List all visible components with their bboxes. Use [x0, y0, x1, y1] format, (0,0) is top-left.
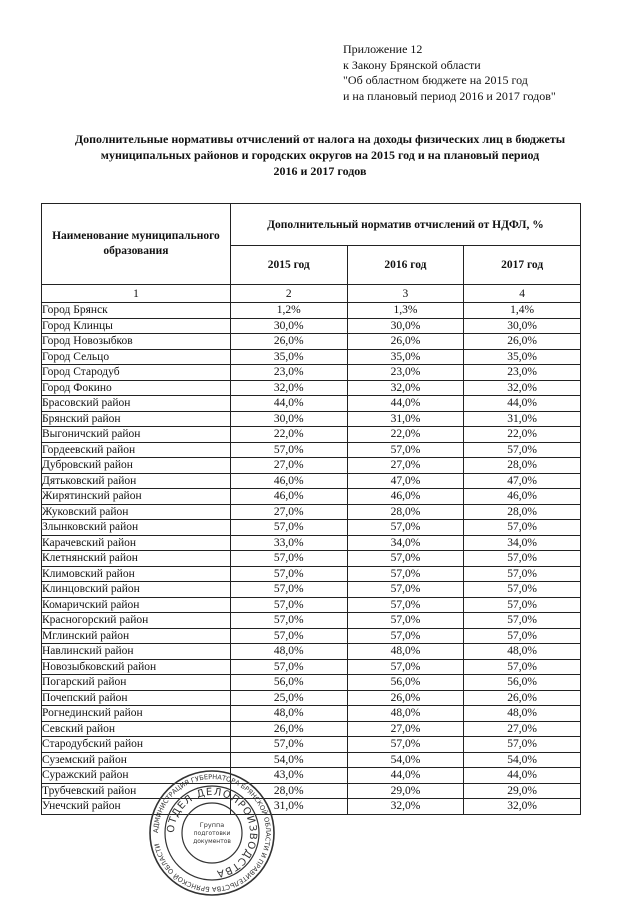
column-number: 2: [230, 285, 347, 303]
value-2015: 1,2%: [230, 303, 347, 319]
value-2017: 57,0%: [464, 520, 581, 536]
value-2015: 28,0%: [230, 783, 347, 799]
municipality-name: Навлинский район: [42, 644, 231, 660]
value-2017: 23,0%: [464, 365, 581, 381]
municipality-name: Город Сельцо: [42, 349, 231, 365]
value-2017: 57,0%: [464, 551, 581, 567]
value-2016: 47,0%: [347, 473, 464, 489]
value-2016: 30,0%: [347, 318, 464, 334]
stamp-center-text: Группа: [199, 821, 225, 829]
value-2015: 23,0%: [230, 365, 347, 381]
municipality-name: Гордеевский район: [42, 442, 231, 458]
municipality-name: Климовский район: [42, 566, 231, 582]
table-row: [42, 597, 581, 613]
municipality-name: Клетнянский район: [42, 551, 231, 567]
value-2016: 57,0%: [347, 520, 464, 536]
table-row: [42, 582, 581, 598]
value-2015: 31,0%: [230, 799, 347, 815]
table-row: [42, 380, 581, 396]
value-2016: 48,0%: [347, 706, 464, 722]
value-2016: 26,0%: [347, 690, 464, 706]
municipality-name: Мглинский район: [42, 628, 231, 644]
value-2017: 26,0%: [464, 334, 581, 350]
value-2017: 35,0%: [464, 349, 581, 365]
value-2015: 26,0%: [230, 334, 347, 350]
value-2015: 57,0%: [230, 442, 347, 458]
title-line: Дополнительные нормативы отчислений от налога на доходы физических лиц в бюджеты: [74, 132, 566, 146]
value-2015: 43,0%: [230, 768, 347, 784]
table-row: [42, 706, 581, 722]
value-2015: 57,0%: [230, 551, 347, 567]
value-2016: 54,0%: [347, 752, 464, 768]
municipality-name: Город Брянск: [42, 303, 231, 319]
official-stamp: [148, 769, 276, 897]
value-2017: 28,0%: [464, 504, 581, 520]
value-2016: 57,0%: [347, 659, 464, 675]
value-2015: 48,0%: [230, 644, 347, 660]
value-2016: 26,0%: [347, 334, 464, 350]
table-row: [42, 396, 581, 412]
table-row: [42, 520, 581, 536]
table-row: [42, 690, 581, 706]
value-2016: 23,0%: [347, 365, 464, 381]
table-row: [42, 504, 581, 520]
value-2015: 56,0%: [230, 675, 347, 691]
value-2017: 48,0%: [464, 644, 581, 660]
table-row: [42, 303, 581, 319]
municipality-name: Выгоничский район: [42, 427, 231, 443]
annex-line: и на плановый период 2016 и 2017 годов": [343, 88, 556, 103]
value-2017: 46,0%: [464, 489, 581, 505]
value-2016: 57,0%: [347, 566, 464, 582]
value-2015: 57,0%: [230, 737, 347, 753]
value-2016: 57,0%: [347, 582, 464, 598]
annex-block: [343, 42, 556, 104]
value-2016: 1,3%: [347, 303, 464, 319]
value-2015: 48,0%: [230, 706, 347, 722]
value-2015: 57,0%: [230, 613, 347, 629]
value-2017: 26,0%: [464, 690, 581, 706]
stamp-center-text: документов: [193, 838, 231, 845]
value-2017: 57,0%: [464, 566, 581, 582]
municipality-name: Брасовский район: [42, 396, 231, 412]
value-2016: 57,0%: [347, 442, 464, 458]
value-2015: 57,0%: [230, 566, 347, 582]
value-2015: 27,0%: [230, 504, 347, 520]
municipality-name: Стародубский район: [42, 737, 231, 753]
value-2016: 44,0%: [347, 396, 464, 412]
column-number: 4: [464, 285, 581, 303]
value-2016: 28,0%: [347, 504, 464, 520]
table-row: [42, 551, 581, 567]
value-2015: 57,0%: [230, 582, 347, 598]
table-row: [42, 752, 581, 768]
value-2017: 57,0%: [464, 659, 581, 675]
value-2016: 48,0%: [347, 644, 464, 660]
value-2016: 27,0%: [347, 721, 464, 737]
year-header-2015: 2015 год: [230, 246, 347, 285]
value-2015: 44,0%: [230, 396, 347, 412]
municipality-name: Новозыбковский район: [42, 659, 231, 675]
municipality-name: Жирятинский район: [42, 489, 231, 505]
table-row: [42, 365, 581, 381]
column-number: 1: [42, 285, 231, 303]
municipality-name: Погарский район: [42, 675, 231, 691]
value-2016: 32,0%: [347, 380, 464, 396]
value-2015: 46,0%: [230, 473, 347, 489]
municipality-name: Клинцовский район: [42, 582, 231, 598]
value-2015: 27,0%: [230, 458, 347, 474]
name-header-line: Наименование муниципального: [52, 230, 220, 242]
value-2015: 54,0%: [230, 752, 347, 768]
municipality-name: Суражский район: [42, 768, 231, 784]
value-2015: 35,0%: [230, 349, 347, 365]
value-2015: 57,0%: [230, 520, 347, 536]
value-2015: 30,0%: [230, 411, 347, 427]
value-2017: 32,0%: [464, 799, 581, 815]
value-2016: 31,0%: [347, 411, 464, 427]
value-2015: 32,0%: [230, 380, 347, 396]
value-2016: 46,0%: [347, 489, 464, 505]
table-row: [42, 458, 581, 474]
value-2017: 57,0%: [464, 628, 581, 644]
municipality-name: Город Новозыбков: [42, 334, 231, 350]
municipality-name: Красногорский район: [42, 613, 231, 629]
group-column-header: Дополнительный норматив отчислений от НДФЛ, %: [230, 204, 580, 246]
municipality-name: Дубровский район: [42, 458, 231, 474]
municipality-name: Город Стародуб: [42, 365, 231, 381]
municipality-name: Брянский район: [42, 411, 231, 427]
municipality-name: Почепский район: [42, 690, 231, 706]
value-2017: 44,0%: [464, 768, 581, 784]
table-row: [42, 318, 581, 334]
municipality-name: Трубчевский район: [42, 783, 231, 799]
value-2015: 22,0%: [230, 427, 347, 443]
value-2016: 57,0%: [347, 628, 464, 644]
table-row: [42, 566, 581, 582]
value-2015: 25,0%: [230, 690, 347, 706]
name-header-line: образования: [103, 245, 169, 257]
document-title: [30, 131, 610, 179]
value-2016: 35,0%: [347, 349, 464, 365]
value-2017: 57,0%: [464, 597, 581, 613]
stamp-ring-text: АДМИНИСТРАЦИЯ ГУБЕРНАТОРА БРЯНСКОЙ ОБЛАСТИ И ПРАВИТЕЛЬСТВА БРЯНСКОЙ ОБЛАСТИ: [151, 772, 273, 894]
value-2017: 57,0%: [464, 613, 581, 629]
value-2017: 32,0%: [464, 380, 581, 396]
value-2017: 57,0%: [464, 442, 581, 458]
table-row: [42, 783, 581, 799]
value-2016: 57,0%: [347, 551, 464, 567]
value-2015: 57,0%: [230, 597, 347, 613]
value-2017: 48,0%: [464, 706, 581, 722]
value-2017: 57,0%: [464, 737, 581, 753]
year-header-2017: 2017 год: [464, 246, 581, 285]
municipality-name: Город Фокино: [42, 380, 231, 396]
value-2015: 26,0%: [230, 721, 347, 737]
municipality-name: Злынковский район: [42, 520, 231, 536]
table-row: [42, 659, 581, 675]
table-row: [42, 675, 581, 691]
value-2016: 44,0%: [347, 768, 464, 784]
table-row: [42, 737, 581, 753]
municipality-name: Карачевский район: [42, 535, 231, 551]
table-row: [42, 721, 581, 737]
value-2016: 22,0%: [347, 427, 464, 443]
table-row: [42, 411, 581, 427]
value-2015: 57,0%: [230, 659, 347, 675]
table-body: [42, 303, 581, 815]
table-row: [42, 799, 581, 815]
value-2017: 56,0%: [464, 675, 581, 691]
table-row: [42, 644, 581, 660]
norms-table: [41, 203, 581, 815]
value-2017: 54,0%: [464, 752, 581, 768]
value-2015: 57,0%: [230, 628, 347, 644]
value-2015: 46,0%: [230, 489, 347, 505]
municipality-name: Суземский район: [42, 752, 231, 768]
table-row: [42, 334, 581, 350]
value-2016: 57,0%: [347, 597, 464, 613]
stamp-center-text: подготовки: [193, 830, 231, 837]
value-2017: 31,0%: [464, 411, 581, 427]
municipality-name: Рогнединский район: [42, 706, 231, 722]
table-row: [42, 489, 581, 505]
value-2016: 32,0%: [347, 799, 464, 815]
value-2017: 29,0%: [464, 783, 581, 799]
value-2017: 47,0%: [464, 473, 581, 489]
table-row: [42, 349, 581, 365]
annex-line: "Об областном бюджете на 2015 год: [343, 73, 528, 87]
value-2017: 1,4%: [464, 303, 581, 319]
municipality-name: Дятьковский район: [42, 473, 231, 489]
stamp-dept-text: ОТДЕЛ ДЕЛОПРОИЗВОДСТВА: [165, 786, 259, 879]
municipality-name: Комаричский район: [42, 597, 231, 613]
table-row: [42, 535, 581, 551]
municipality-name: Унечский район: [42, 799, 231, 815]
table-row: [42, 628, 581, 644]
value-2016: 29,0%: [347, 783, 464, 799]
value-2016: 27,0%: [347, 458, 464, 474]
municipality-name: Жуковский район: [42, 504, 231, 520]
value-2016: 34,0%: [347, 535, 464, 551]
municipality-name: Город Клинцы: [42, 318, 231, 334]
value-2017: 44,0%: [464, 396, 581, 412]
title-line: муниципальных районов и городских округов на 2015 год и на плановый период: [100, 148, 540, 162]
value-2017: 27,0%: [464, 721, 581, 737]
value-2016: 57,0%: [347, 613, 464, 629]
value-2017: 57,0%: [464, 582, 581, 598]
year-header-2016: 2016 год: [347, 246, 464, 285]
annex-line: Приложение 12: [343, 42, 423, 56]
value-2015: 33,0%: [230, 535, 347, 551]
value-2016: 56,0%: [347, 675, 464, 691]
municipality-name: Севский район: [42, 721, 231, 737]
value-2017: 34,0%: [464, 535, 581, 551]
table-row: [42, 613, 581, 629]
table-row: [42, 768, 581, 784]
value-2017: 28,0%: [464, 458, 581, 474]
table-row: [42, 427, 581, 443]
table-row: [42, 442, 581, 458]
annex-line: к Закону Брянской области: [343, 57, 481, 72]
value-2015: 30,0%: [230, 318, 347, 334]
value-2017: 30,0%: [464, 318, 581, 334]
title-line: 2016 и 2017 годов: [273, 164, 367, 178]
name-column-header: [42, 204, 231, 285]
table-row: [42, 473, 581, 489]
value-2016: 57,0%: [347, 737, 464, 753]
value-2017: 22,0%: [464, 427, 581, 443]
column-number: 3: [347, 285, 464, 303]
